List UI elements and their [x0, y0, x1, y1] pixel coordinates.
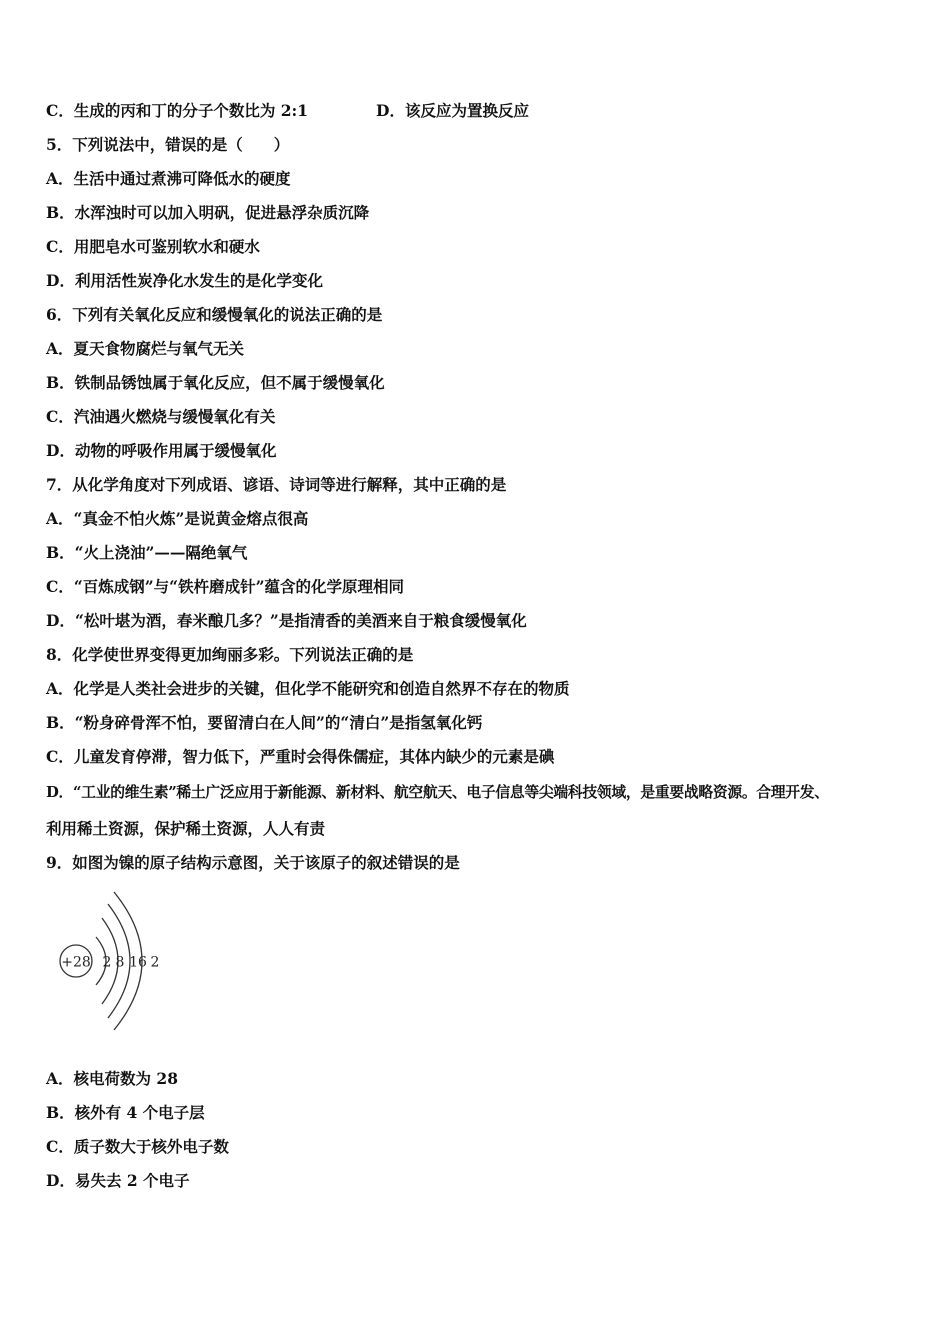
nickel-atom-structure-diagram	[56, 888, 176, 1038]
q7-option-a: A．“真金不怕火炼”是说黄金熔点很高	[46, 509, 309, 528]
q9-option-c: C．质子数大于核外电子数	[46, 1137, 229, 1156]
q9-option-d: D．易失去 2 个电子	[46, 1171, 190, 1190]
prev-option-c: C．生成的丙和丁的分子个数比为 2:1	[46, 101, 309, 120]
q7-option-b: B．“火上浇油”——隔绝氧气	[46, 543, 248, 562]
q6-option-a: A．夏天食物腐烂与氧气无关	[46, 339, 245, 358]
shell-1-electrons: 2	[102, 954, 112, 971]
q6-stem: 6．下列有关氧化反应和缓慢氧化的说法正确的是	[46, 305, 383, 324]
q7-stem: 7．从化学角度对下列成语、谚语、诗词等进行解释，其中正确的是	[46, 475, 507, 494]
nucleus-charge: +28	[61, 954, 91, 971]
q8-option-b: B．“粉身碎骨浑不怕，要留清白在人间”的“清白”是指氢氧化钙	[46, 713, 483, 732]
q5-option-a: A．生活中通过煮沸可降低水的硬度	[46, 169, 291, 188]
q7-option-d: D．“松叶堪为酒，春米酿几多？”是指清香的美酒来自于粮食缓慢氧化	[46, 611, 527, 630]
q6-option-b: B．铁制品锈蚀属于氧化反应，但不属于缓慢氧化	[46, 373, 385, 392]
prev-option-d: D．该反应为置换反应	[376, 101, 529, 120]
q7-option-c: C．“百炼成钢”与“铁杵磨成针”蕴含的化学原理相同	[46, 577, 405, 596]
shell-4-electrons: 2	[150, 954, 160, 971]
q6-option-d: D．动物的呼吸作用属于缓慢氧化	[46, 441, 277, 460]
q9-option-a: A．核电荷数为 28	[46, 1069, 178, 1088]
q8-stem: 8．化学使世界变得更加绚丽多彩。下列说法正确的是	[46, 645, 414, 664]
q5-option-d: D．利用活性炭净化水发生的是化学变化	[46, 271, 323, 290]
q9-option-b: B．核外有 4 个电子层	[46, 1103, 205, 1122]
shell-2-electrons: 8	[115, 954, 125, 971]
q9-stem: 9．如图为镍的原子结构示意图，关于该原子的叙述错误的是	[46, 853, 460, 872]
q6-option-c: C．汽油遇火燃烧与缓慢氧化有关	[46, 407, 276, 426]
q8-option-a: A．化学是人类社会进步的关键，但化学不能研究和创造自然界不存在的物质	[46, 679, 570, 698]
q8-option-d-continued: 利用稀土资源，保护稀土资源，人人有责	[46, 819, 326, 838]
shell-3-electrons: 16	[129, 954, 147, 971]
q5-option-c: C．用肥皂水可鉴别软水和硬水	[46, 237, 260, 256]
q5-option-b: B．水浑浊时可以加入明矾，促进悬浮杂质沉降	[46, 203, 370, 222]
q8-option-d: D．“工业的维生素”稀土广泛应用于新能源、新材料、航空航天、电子信息等尖端科技领域，是重要战略资源。合理开发、	[46, 784, 829, 801]
q8-option-c: C．儿童发育停滞，智力低下，严重时会得侏儒症，其体内缺少的元素是碘	[46, 747, 555, 766]
q5-stem: 5．下列说法中，错误的是（ ）	[46, 135, 290, 154]
